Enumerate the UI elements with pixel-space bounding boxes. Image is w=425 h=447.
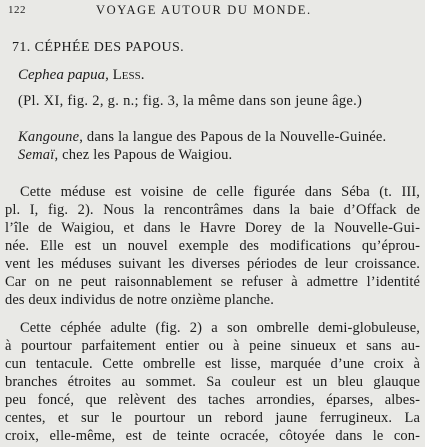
paragraph-1-line: pl. I, fig. 2). Nous la rencontrâmes dans la baie d’Offack de xyxy=(5,202,420,218)
entry-heading-text: 71. CÉPHÉE DES PAPOUS. xyxy=(12,40,185,55)
paragraph-2-line: à pourtour parfaitement entier ou à peine sinueux et sans au- xyxy=(5,338,420,354)
paragraph-2-line: Cette céphée adulte (fig. 2) a son ombrelle demi-globuleuse, xyxy=(20,320,420,336)
paragraph-2-line: branches étroites au sommet. Sa couleur est un bleu glauque xyxy=(5,374,420,390)
paragraph-2-line: centes, et sur le pourtour un rebord jaune ferrugineux. La xyxy=(5,410,420,426)
plate-reference: (Pl. XI, fig. 2, g. n.; fig. 3, la même dans son jeune âge.) xyxy=(18,93,363,109)
paragraph-2-line: peu foncé, que relèvent des taches arrondies, éparses, albes- xyxy=(5,392,420,408)
vernacular-name-1 xyxy=(18,128,386,146)
paragraph-1-line: Car on ne peut raisonnablement se refuser à admettre l’identité xyxy=(5,274,420,290)
running-title: VOYAGE AUTOUR DU MONDE. xyxy=(96,3,312,17)
species-authority: , Less. xyxy=(105,67,145,83)
paragraph-2-line: cun tentacule. Cette ombrelle est lisse, marquée d’une croix à xyxy=(5,356,420,372)
paragraph-1-line: née. Elle est un nouvel exemple des modifications qu’éprou- xyxy=(5,238,420,254)
vernacular-text: , dans la langue des Papous de la Nouvelle-Guinée. xyxy=(79,129,387,145)
vernacular-text: , chez les Papous de Waigiou. xyxy=(54,147,233,163)
entry-heading xyxy=(12,39,184,57)
page-number: 122 xyxy=(8,4,26,16)
species-name: Cephea papua xyxy=(18,67,106,83)
paragraph-1-line: des deux individus de notre onzième planche. xyxy=(5,292,274,308)
paragraph-1-line: Cette méduse est voisine de celle figurée dans Séba (t. III, xyxy=(20,184,420,200)
species-line xyxy=(18,66,144,84)
paragraph-2-line: croix, elle-même, est de teinte ocracée, côtoyée dans le con- xyxy=(5,428,420,444)
vernacular-term: Semaï xyxy=(18,147,55,163)
vernacular-name-2 xyxy=(18,146,232,164)
page-header xyxy=(0,2,425,20)
paragraph-1-line: vent les méduses suivant les diverses périodes de leur croissance. xyxy=(5,256,420,272)
vernacular-term: Kangoune xyxy=(18,129,80,145)
paragraph-1-line: l’île de Waigiou, et dans le Havre Dorey de la Nouvelle-Gui- xyxy=(5,220,420,236)
